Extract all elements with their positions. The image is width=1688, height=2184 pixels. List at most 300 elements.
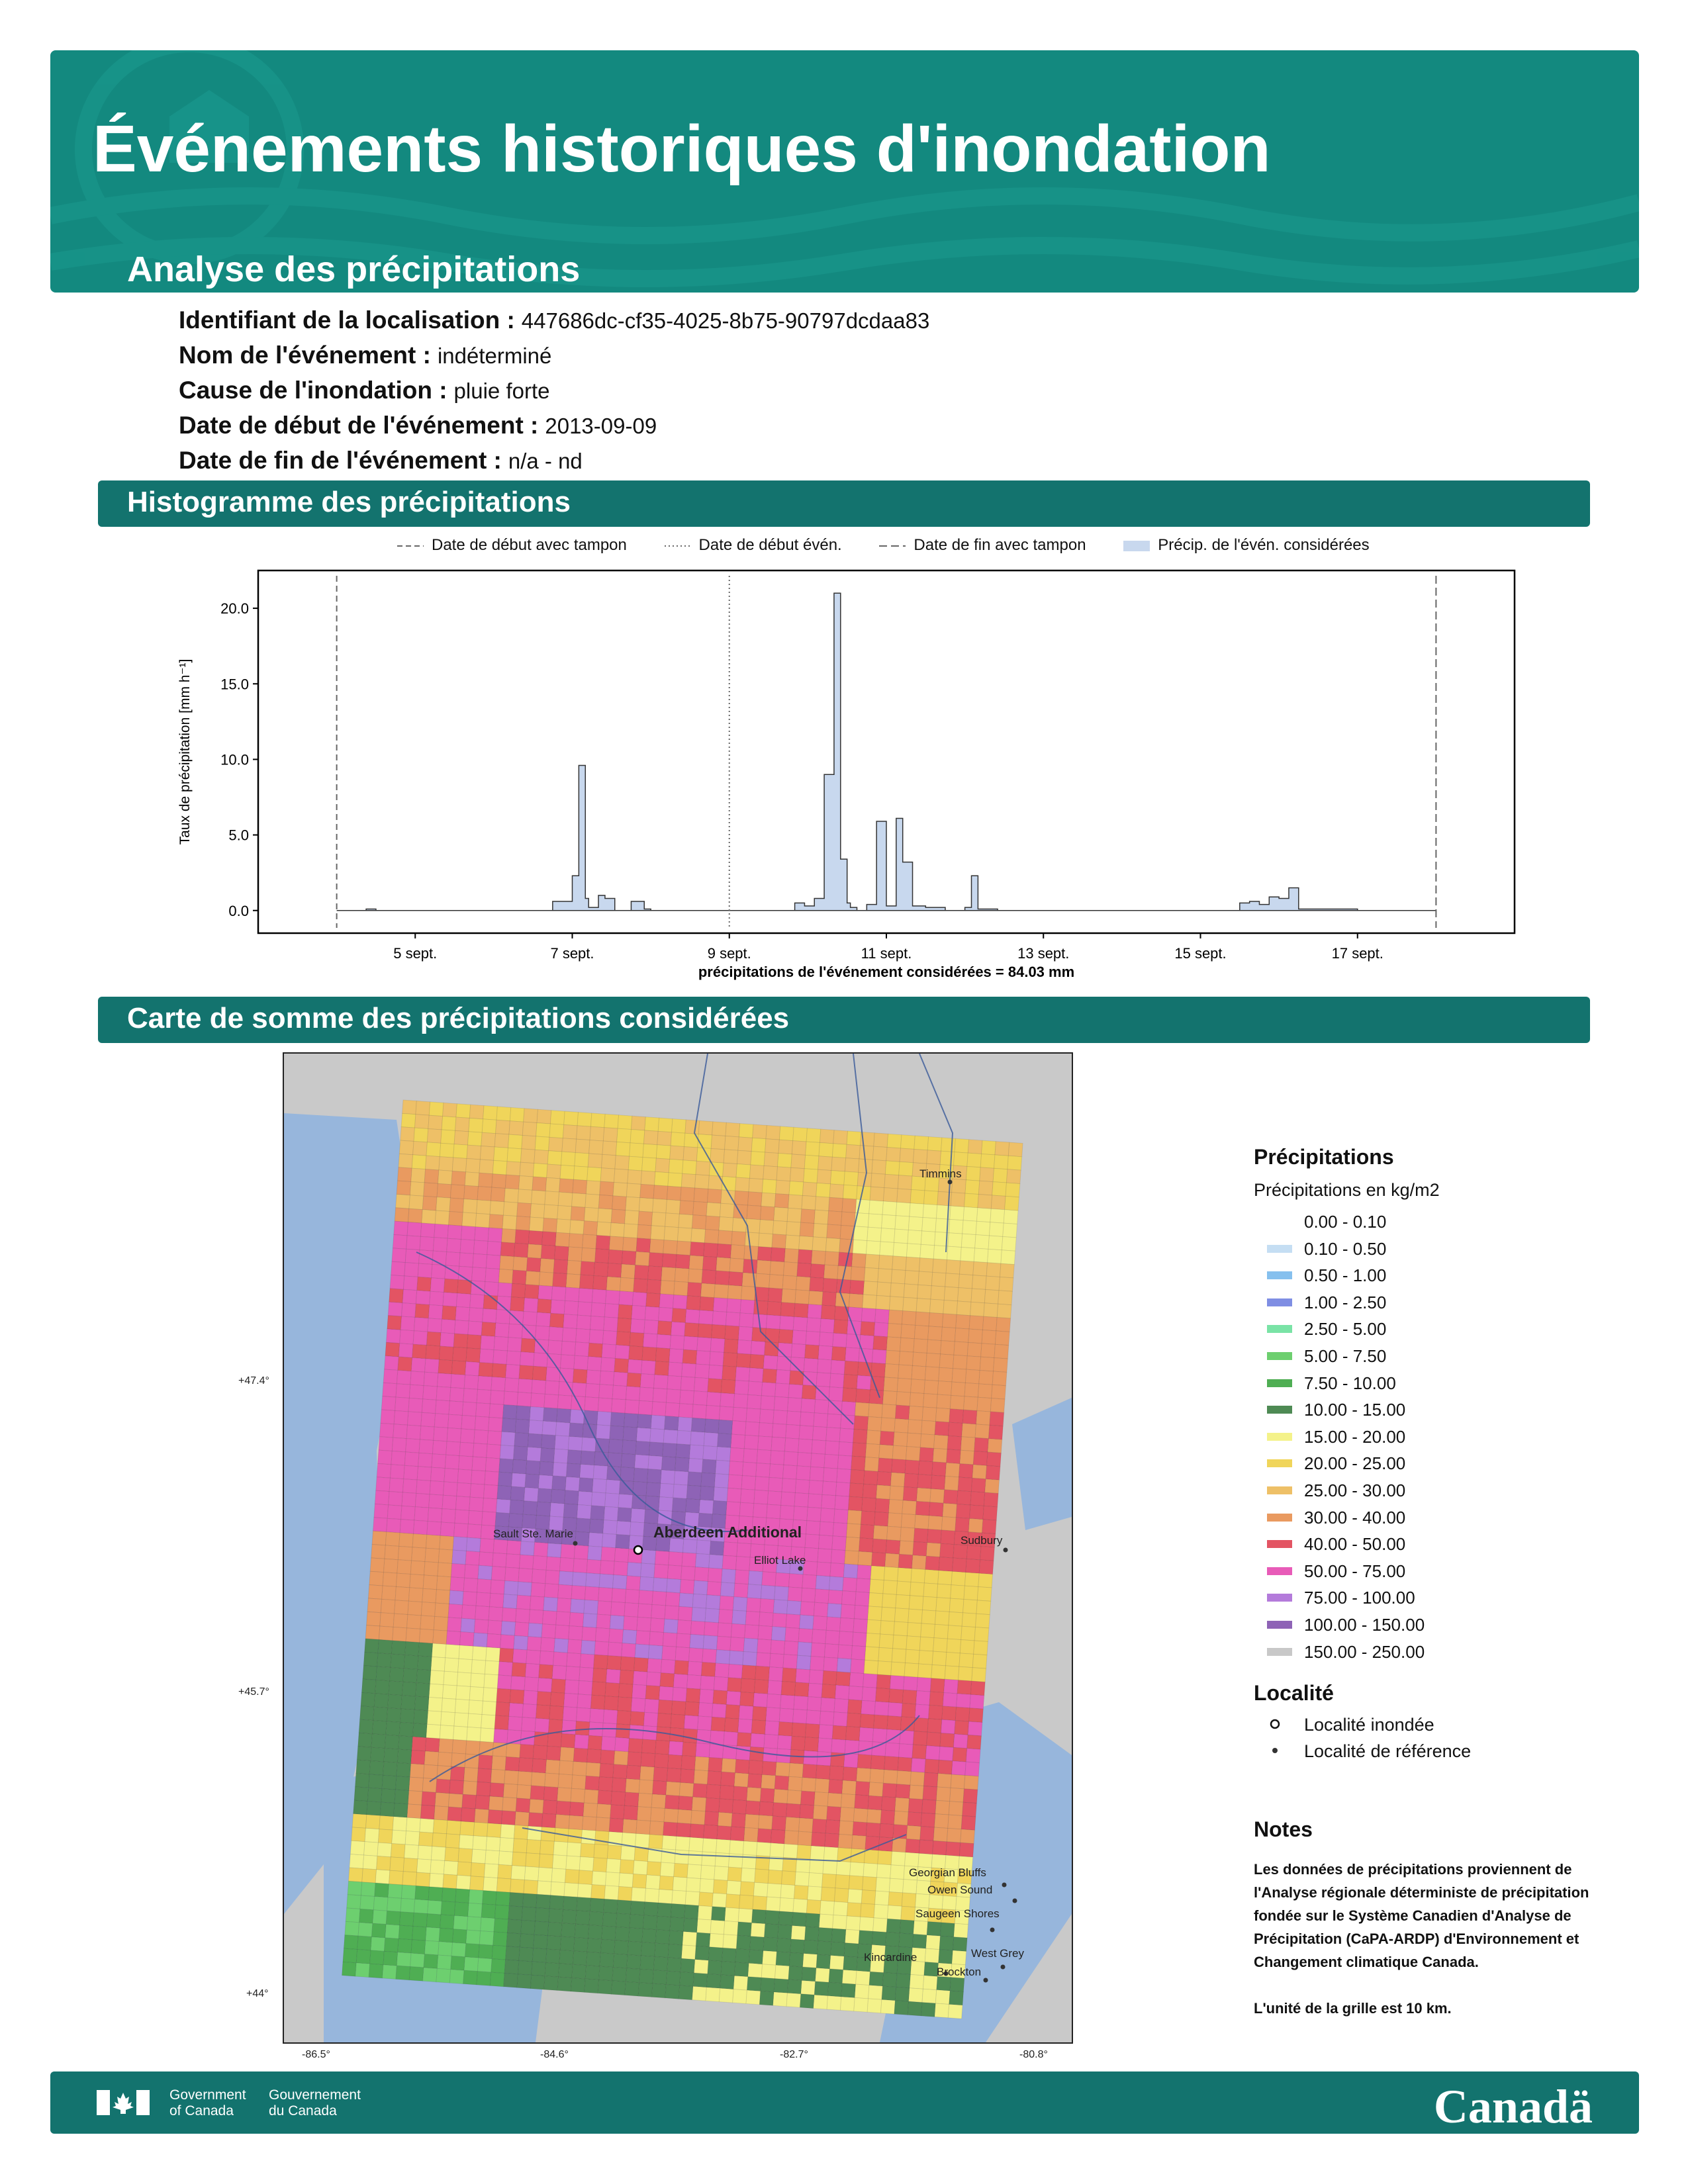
raster-cell <box>485 1661 499 1675</box>
raster-cell <box>738 1137 753 1152</box>
precip-legend-entry <box>1254 1262 1440 1289</box>
raster-cell <box>487 1444 501 1459</box>
raster-cell <box>681 1173 696 1188</box>
raster-cell <box>759 1801 774 1816</box>
raster-cell <box>551 1868 566 1883</box>
raster-cell <box>802 1574 817 1589</box>
raster-cell <box>818 1549 832 1563</box>
raster-cell <box>710 1338 725 1353</box>
raster-cell <box>614 1561 628 1576</box>
raster-cell <box>398 1938 412 1953</box>
raster-cell <box>466 1159 481 1173</box>
raster-cell <box>783 1844 798 1858</box>
raster-cell <box>600 1763 614 1778</box>
raster-cell <box>935 1408 950 1422</box>
raster-cell <box>612 1196 627 1210</box>
raster-cell <box>598 1587 613 1602</box>
raster-cell <box>995 1331 1009 1345</box>
raster-cell <box>859 1727 874 1742</box>
raster-cell <box>729 1461 743 1476</box>
raster-cell <box>900 1338 915 1352</box>
raster-cell <box>494 1715 509 1730</box>
raster-cell <box>562 1328 577 1342</box>
raster-cell <box>761 1193 776 1207</box>
raster-cell <box>907 1623 921 1637</box>
raster-cell <box>675 1647 690 1661</box>
raster-cell <box>818 1535 833 1549</box>
raster-cell <box>594 1844 608 1859</box>
raster-cell <box>859 1146 874 1160</box>
raster-cell <box>675 1661 689 1675</box>
raster-cell <box>350 1841 365 1855</box>
raster-cell <box>704 1811 719 1826</box>
precip-legend-subtitle: Précipitations en kg/m2 <box>1254 1180 1440 1200</box>
raster-cell <box>962 1220 977 1235</box>
raster-cell <box>604 1304 619 1318</box>
raster-cell <box>1006 1169 1021 1184</box>
raster-cell <box>731 1421 746 1435</box>
raster-cell <box>1002 1236 1016 1251</box>
raster-cell <box>663 1430 678 1444</box>
raster-cell <box>560 1936 575 1951</box>
raster-cell <box>508 1906 523 1921</box>
raster-cell <box>864 1660 878 1674</box>
raster-cell <box>724 1718 739 1733</box>
raster-cell <box>882 1783 897 1797</box>
raster-cell <box>951 1193 965 1207</box>
raster-cell <box>430 1278 445 1293</box>
raster-cell <box>411 1940 426 1954</box>
raster-cell <box>1003 1223 1017 1238</box>
raster-cell <box>518 1582 532 1596</box>
raster-cell <box>640 1956 655 1970</box>
raster-cell <box>974 1248 988 1263</box>
raster-cell <box>875 1498 890 1513</box>
raster-cell <box>946 1259 961 1274</box>
raster-cell <box>877 1282 892 1297</box>
raster-cell <box>621 1264 635 1279</box>
map-place-kincardine: Kincardine <box>864 1951 917 1964</box>
raster-cell <box>786 1803 801 1818</box>
raster-cell <box>352 1827 366 1842</box>
raster-cell <box>735 1381 749 1395</box>
raster-cell <box>453 1347 467 1361</box>
raster-cell <box>751 1152 765 1166</box>
raster-cell <box>518 1569 533 1583</box>
raster-cell <box>710 1920 725 1934</box>
raster-cell <box>978 1181 993 1195</box>
raster-cell <box>838 1834 853 1848</box>
raster-cell <box>796 1655 811 1670</box>
raster-cell <box>710 1541 724 1555</box>
raster-cell <box>439 1928 453 1942</box>
raster-cell <box>386 1911 400 1925</box>
raster-cell <box>716 1650 730 1664</box>
raster-cell <box>961 1437 975 1451</box>
raster-cell <box>721 1962 735 1976</box>
raster-cell <box>880 1823 894 1838</box>
raster-cell <box>801 1209 816 1224</box>
raster-cell <box>564 1883 579 1897</box>
raster-cell <box>566 1856 581 1870</box>
raster-cell <box>685 1702 700 1716</box>
raster-cell <box>950 1978 964 1992</box>
raster-cell <box>450 1185 465 1199</box>
raster-cell <box>753 1706 767 1721</box>
raster-cell <box>766 1315 780 1330</box>
raster-cell <box>689 1445 704 1459</box>
raster-cell <box>726 1894 740 1909</box>
raster-cell <box>536 1908 550 1923</box>
raster-cell <box>483 1106 498 1120</box>
raster-cell <box>669 1349 684 1363</box>
raster-cell <box>786 1411 801 1426</box>
raster-cell <box>439 1739 453 1753</box>
raster-cell <box>794 1303 809 1318</box>
raster-cell <box>415 1304 430 1318</box>
raster-cell <box>391 1844 405 1858</box>
raster-cell <box>391 1451 406 1466</box>
raster-cell <box>754 1490 769 1504</box>
raster-cell <box>634 1265 649 1279</box>
raster-cell <box>488 1809 502 1824</box>
raster-cell <box>606 1277 621 1291</box>
raster-cell <box>520 1352 534 1367</box>
raster-cell <box>350 1854 364 1869</box>
raster-cell <box>371 1923 386 1938</box>
raster-cell <box>652 1983 667 1998</box>
raster-cell <box>898 1757 912 1772</box>
raster-cell <box>455 1320 469 1335</box>
raster-cell <box>444 1671 458 1686</box>
raster-cell <box>619 1480 633 1495</box>
raster-cell <box>474 1430 489 1444</box>
legend-considered: Précip. de l'évén. considérées <box>1123 536 1369 555</box>
raster-cell <box>644 1902 659 1917</box>
raster-cell <box>854 1226 868 1241</box>
raster-cell <box>784 1438 799 1453</box>
raster-cell <box>847 1510 862 1525</box>
raster-cell <box>716 1257 731 1272</box>
raster-cell <box>724 1921 738 1936</box>
raster-cell <box>503 1202 518 1216</box>
raster-cell <box>649 1239 664 1253</box>
raster-cell <box>799 1236 814 1250</box>
raster-cell <box>891 1662 906 1676</box>
raster-cell <box>682 1742 697 1756</box>
raster-cell <box>705 1419 720 1433</box>
raster-cell <box>735 1759 750 1774</box>
raster-cell <box>908 1420 922 1434</box>
raster-cell <box>458 1659 473 1673</box>
raster-cell <box>927 1719 942 1733</box>
raster-cell <box>701 1283 716 1298</box>
raster-cell <box>746 1801 761 1815</box>
raster-cell <box>994 1344 1009 1359</box>
raster-cell <box>641 1360 656 1375</box>
raster-cell <box>477 1768 492 1783</box>
raster-cell <box>966 1545 981 1560</box>
raster-cell <box>706 1987 720 2002</box>
raster-cell <box>782 1871 796 1886</box>
raster-cell <box>890 1473 905 1487</box>
raster-cell <box>611 1209 626 1224</box>
raster-cell <box>588 1925 603 1940</box>
raster-cell <box>903 1880 917 1894</box>
raster-cell <box>536 1123 551 1138</box>
raster-cell <box>410 1953 425 1968</box>
raster-cell <box>641 1550 656 1565</box>
raster-cell <box>452 1550 467 1565</box>
raster-cell <box>846 1144 861 1159</box>
raster-cell <box>880 1621 895 1635</box>
raster-cell <box>923 1786 937 1801</box>
raster-cell <box>430 1860 445 1874</box>
locality-legend <box>1254 1681 1471 1768</box>
raster-cell <box>565 1477 580 1491</box>
raster-cell <box>792 1141 806 1156</box>
raster-cell <box>775 1965 790 1979</box>
raster-cell <box>457 1482 471 1497</box>
raster-cell <box>703 1446 718 1461</box>
raster-cell <box>833 1915 847 1930</box>
raster-cell <box>671 1714 685 1729</box>
raster-cell <box>904 1473 919 1488</box>
raster-cell <box>749 1178 763 1193</box>
raster-cell <box>469 1889 483 1904</box>
raster-cell <box>569 1815 583 1830</box>
raster-cell <box>425 1738 440 1752</box>
raster-cell <box>902 1311 916 1326</box>
raster-cell <box>825 1238 840 1252</box>
raster-cell <box>860 1524 874 1539</box>
raster-cell <box>847 1700 862 1714</box>
raster-cell <box>408 1791 422 1805</box>
raster-cell <box>939 1367 953 1382</box>
raster-cell <box>953 1355 968 1369</box>
raster-cell <box>837 1455 852 1470</box>
raster-cell <box>748 1570 763 1585</box>
raster-cell <box>442 1685 457 1700</box>
raster-cell <box>616 1142 630 1156</box>
raster-cell <box>691 1810 706 1825</box>
raster-cell <box>774 1396 788 1411</box>
raster-cell <box>953 1558 967 1572</box>
raster-cell <box>919 1637 934 1651</box>
raster-cell <box>925 1556 940 1570</box>
raster-cell <box>675 1850 689 1864</box>
raster-cell <box>634 1657 649 1672</box>
legend-end-buffer: Date de fin avec tampon <box>914 536 1086 554</box>
raster-cell <box>943 1503 957 1518</box>
raster-cell <box>640 1374 655 1388</box>
raster-cell <box>553 1259 568 1274</box>
raster-cell <box>665 1402 680 1417</box>
raster-cell <box>555 1435 569 1450</box>
raster-cell <box>448 1794 463 1808</box>
raster-cell <box>908 1230 922 1245</box>
raster-cell <box>853 1619 868 1633</box>
raster-cell <box>360 1895 375 1910</box>
raster-cell <box>682 1363 696 1378</box>
raster-cell <box>432 1833 447 1847</box>
raster-cell <box>467 1145 481 1160</box>
raster-cell <box>436 1387 451 1401</box>
raster-cell <box>643 1130 658 1145</box>
raster-cell <box>730 1447 745 1462</box>
raster-cell <box>620 1670 634 1684</box>
raster-cell <box>706 1406 720 1420</box>
lon-tick: -82.7° <box>780 2049 808 2060</box>
page-subtitle: Analyse des précipitations <box>127 250 581 289</box>
raster-cell <box>876 1864 891 1878</box>
raster-cell <box>791 1343 806 1358</box>
raster-cell <box>431 1657 445 1671</box>
raster-cell <box>757 1449 771 1464</box>
raster-cell <box>473 1240 488 1255</box>
raster-cell <box>824 1644 839 1659</box>
raster-cell <box>827 1224 841 1239</box>
raster-cell <box>783 1465 798 1479</box>
raster-cell <box>708 1757 723 1772</box>
raster-cell <box>984 1289 999 1304</box>
raster-cell <box>921 1610 936 1625</box>
precip-legend-entry <box>1254 1236 1440 1263</box>
raster-cell <box>824 1265 839 1279</box>
raster-cell <box>383 1369 398 1384</box>
raster-cell <box>894 1608 909 1623</box>
raster-cell <box>932 1651 947 1666</box>
raster-cell <box>402 1872 417 1886</box>
raster-cell <box>526 1271 540 1285</box>
raster-cell <box>506 1161 521 1176</box>
raster-cell <box>764 1152 778 1167</box>
raster-cell <box>967 1735 982 1749</box>
raster-cell <box>698 1716 712 1731</box>
raster-cell <box>769 1275 784 1289</box>
raster-cell <box>581 1248 596 1262</box>
raster-cell <box>348 1868 363 1882</box>
raster-cell <box>411 1358 426 1373</box>
raster-cell <box>820 1901 835 1915</box>
raster-cell <box>518 1758 533 1772</box>
raster-cell <box>694 1770 708 1784</box>
raster-cell <box>962 1410 977 1424</box>
raster-cell <box>479 1173 493 1187</box>
raster-cell <box>677 1430 692 1445</box>
y-tick-label: 15.0 <box>220 676 249 693</box>
raster-cell <box>955 1721 969 1735</box>
raster-cell <box>579 1478 593 1492</box>
raster-cell <box>987 1452 1002 1467</box>
raster-cell <box>852 1443 867 1457</box>
raster-cell <box>436 1590 450 1604</box>
raster-cell <box>614 1358 629 1373</box>
end-date-row: Date de fin de l'événement : n/a - nd <box>179 447 583 474</box>
raster-cell <box>877 1661 892 1676</box>
raster-cell <box>863 1484 877 1498</box>
raster-cell <box>514 1243 528 1257</box>
legend-label: 2.50 - 5.00 <box>1304 1319 1387 1340</box>
raster-cell <box>780 1302 795 1317</box>
raster-cell <box>457 1862 472 1876</box>
raster-cell <box>420 1805 435 1819</box>
raster-cell <box>861 1308 876 1322</box>
raster-cell <box>753 1693 768 1707</box>
legend-start-buffer: Date de début avec tampon <box>432 536 627 554</box>
raster-cell <box>788 1574 803 1588</box>
raster-cell <box>903 1297 917 1312</box>
raster-cell <box>496 1891 510 1906</box>
raster-cell <box>720 1596 734 1610</box>
map-place-sault-ste-marie: Sault Ste. Marie <box>493 1527 573 1540</box>
raster-cell <box>410 1182 424 1197</box>
raster-cell <box>494 1147 508 1161</box>
raster-cell <box>472 1457 487 1471</box>
raster-cell <box>859 1538 873 1553</box>
raster-cell <box>718 1610 733 1624</box>
raster-cell <box>914 1136 929 1150</box>
raster-cell <box>567 1450 582 1465</box>
raster-cell <box>610 1805 625 1819</box>
raster-cell <box>367 1612 381 1626</box>
raster-cell <box>402 1492 416 1507</box>
raster-cell <box>527 1447 541 1461</box>
x-tick-label: 13 sept. <box>1017 945 1070 962</box>
raster-cell <box>934 1624 949 1639</box>
raster-cell <box>461 1618 475 1633</box>
raster-cell <box>655 1551 669 1565</box>
raster-cell <box>433 1630 447 1645</box>
raster-cell <box>448 1414 463 1429</box>
raster-cell <box>678 1417 692 1432</box>
raster-cell <box>966 1559 980 1573</box>
raster-cell <box>988 1425 1003 1439</box>
raster-cell <box>892 1459 906 1473</box>
raster-cell <box>886 1337 901 1351</box>
raster-cell <box>884 1756 899 1771</box>
raster-cell <box>870 1187 884 1201</box>
raster-cell <box>520 1162 534 1177</box>
raster-cell <box>399 1533 414 1547</box>
raster-cell <box>389 1681 403 1696</box>
raster-cell <box>427 1522 442 1536</box>
raster-cell <box>966 1749 980 1763</box>
raster-cell <box>923 1976 937 1990</box>
raster-cell <box>733 1989 747 2004</box>
raster-cell <box>504 1580 518 1595</box>
raster-cell <box>484 1864 498 1878</box>
raster-cell <box>740 1300 755 1314</box>
raster-cell <box>869 1390 884 1404</box>
raster-cell <box>493 1932 508 1946</box>
raster-cell <box>436 1779 451 1794</box>
raster-cell <box>577 1126 591 1140</box>
raster-cell <box>910 1392 924 1407</box>
raster-cell <box>892 1649 906 1663</box>
raster-cell <box>928 1516 943 1530</box>
raster-cell <box>793 1899 808 1913</box>
raster-cell <box>469 1700 483 1715</box>
raster-cell <box>547 1164 561 1179</box>
raster-cell <box>923 1583 938 1598</box>
raster-cell <box>500 1242 515 1257</box>
raster-cell <box>519 1947 534 1962</box>
raster-cell <box>781 1681 796 1696</box>
raster-cell <box>854 1416 868 1430</box>
raster-cell <box>345 1921 359 1936</box>
event-name-value: indéterminé <box>437 343 552 368</box>
